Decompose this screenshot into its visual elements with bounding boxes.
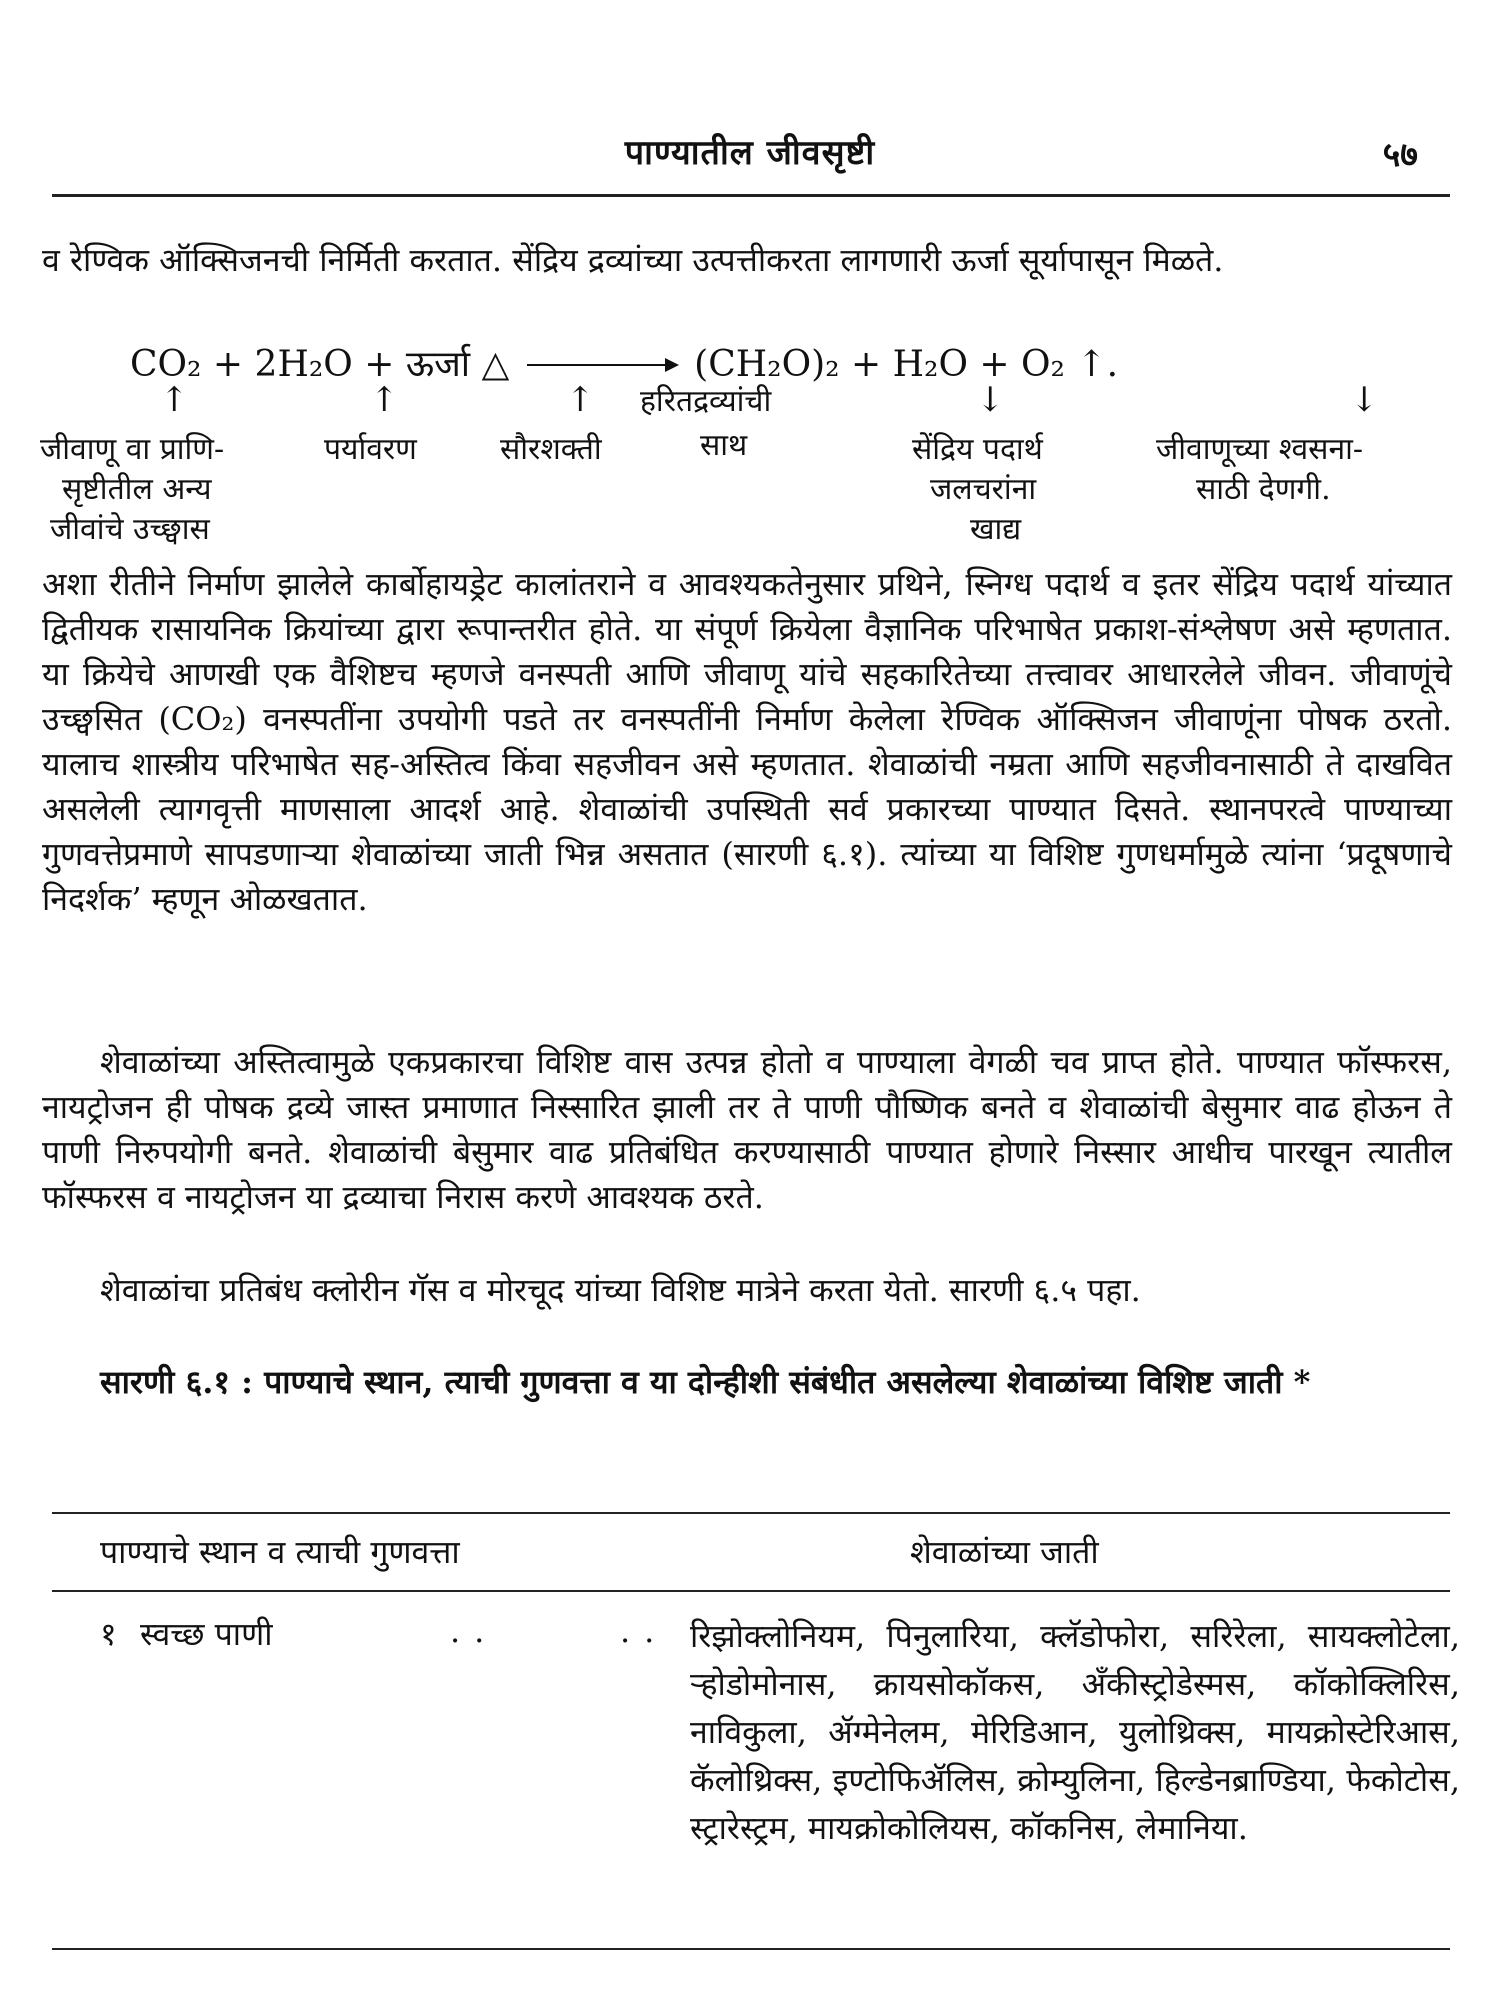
caption-co2-line3: जीवांचे उच्छ्वास: [50, 512, 210, 547]
table-row-place: स्वच्छ पाणी: [140, 1615, 273, 1653]
table-row-species: रिझोक्लोनियम, पिनुलारिया, क्लॅडोफोरा, सरिरेला, सायक्लोटेला, ऱ्होडोमोनास, क्रायसोकॉकस, अँकीस्ट्रोडेस्मस, कॉकोक्लिरिस, नाविकुला, ॲग्मेनेलम, मेरिडिआन, युलोथ्रिक्स, मायक्रोस्टेरिआस, कॅलोथ्रिक्स, इण्टोफिॲलिस, क्रोम्युलिना, हिल्डेनब्राण्डिया, फेकोटोस, स्ट्रारेस्ट्रम, मायक्रोकोलियस, कॉकनिस, लेमानिया.: [690, 1617, 1460, 1847]
caption-ch2o-line2: जलचरांना: [930, 472, 1037, 507]
down-arrow-icon: ↓: [976, 380, 1005, 420]
paragraph-4: शेवाळांचा प्रतिबंध क्लोरीन गॅस व मोरचूद यांच्या विशिष्ट मात्रेने करता येतो. सारणी ६.५ पहा.: [100, 1271, 1141, 1309]
table-top-rule: [52, 1512, 1450, 1514]
table-row-leader-dots: ..: [620, 1612, 669, 1650]
paragraph-1: व रेण्विक ऑक्सिजनची निर्मिती करतात. सेंद्रिय द्रव्यांच्या उत्पत्तीकरता लागणारी ऊर्जा सूर्यापासून मिळते.: [42, 241, 1224, 279]
page-number: ५७: [1382, 135, 1418, 175]
catalyst-label-2: साथ: [700, 428, 748, 463]
table-caption: सारणी ६.१ : पाण्याचे स्थान, त्याची गुणवत्ता व या दोन्हीशी संबंधीत असलेल्या शेवाळांच्या विशिष्ट जाती *: [100, 1363, 1311, 1401]
equation-reactants: CO₂ + 2H₂O + ऊर्जा △: [130, 344, 510, 385]
photosynthesis-equation: [130, 338, 1460, 387]
caption-ch2o-line1: सेंद्रिय पदार्थ: [912, 432, 1043, 467]
caption-o2-line1: जीवाणूच्या श्वसना-: [1156, 432, 1364, 467]
up-arrow-icon: ↑: [160, 380, 189, 420]
caption-energy: सौरशक्ती: [500, 432, 602, 467]
running-head: पाण्यातील जीवसृष्टी: [624, 133, 876, 173]
table-header-place: पाण्याचे स्थान व त्याची गुणवत्ता: [100, 1533, 460, 1571]
caption-co2-line1: जीवाणू वा प्राणि-: [40, 432, 225, 467]
table-bottom-rule: [52, 1948, 1450, 1950]
table-row-number: १: [100, 1615, 117, 1653]
table-row-leader-dots: ..: [450, 1612, 499, 1650]
reaction-arrow-icon: [527, 364, 677, 366]
caption-ch2o-line3: खाद्य: [970, 512, 1022, 547]
paragraph-3: शेवाळांच्या अस्तित्वामुळे एकप्रकारचा विशिष्ट वास उत्पन्न होतो व पाण्याला वेगळी चव प्राप्त होते. पाण्यात फॉस्फरस, नायट्रोजन ही पोषक द्रव्ये जास्त प्रमाणात निस्सारित झाली तर ते पाणी पौष्णिक बनते व शेवाळांची बेसुमार वाढ होऊन ते पाणी निरुपयोगी बनते. शेवाळांची बेसुमार वाढ प्रतिबंधित करण्यासाठी पाण्यात होणारे निस्सार आधीच पारखून त्यातील फॉस्फरस व नायट्रोजन या द्रव्याचा निरास करणे आवश्यक ठरते.: [42, 1043, 1452, 1216]
catalyst-label: हरितद्रव्यांची: [640, 384, 772, 419]
header-rule: [52, 194, 1450, 197]
caption-o2-line2: साठी देणगी.: [1196, 472, 1331, 507]
caption-co2-line2: सृष्टीतील अन्य: [62, 472, 212, 507]
up-arrow-icon: ↑: [370, 380, 399, 420]
down-arrow-icon: ↓: [1350, 380, 1379, 420]
paragraph-2: अशा रीतीने निर्माण झालेले कार्बोहायड्रेट कालांतराने व आवश्यकतेनुसार प्रथिने, स्निग्ध पदार्थ व इतर सेंद्रिय पदार्थ यांच्यात द्वितीयक रासायनिक क्रियांच्या द्वारा रूपान्तरीत होते. या संपूर्ण क्रियेला वैज्ञानिक परिभाषेत प्रकाश-संश्लेषण असे म्हणतात. या क्रियेचे आणखी एक वैशिष्टच म्हणजे वनस्पती आणि जीवाणू यांचे सहकारितेच्या तत्त्वावर आधारलेले जीवन. जीवाणूंचे उच्छ्वसित (CO₂) वनस्पतींना उपयोगी पडते तर वनस्पतींनी निर्माण केलेला रेण्विक ऑक्सिजन जीवाणूंना पोषक ठरतो. यालाच शास्त्रीय परिभाषेत सह-अस्तित्व किंवा सहजीवन असे म्हणतात. शेवाळांची नम्रता आणि सहजीवनासाठी ते दाखवित असलेली त्यागवृत्ती माणसाला आदर्श आहे. शेवाळांची उपस्थिती सर्व प्रकारच्या पाण्यात दिसते. स्थानपरत्वे पाण्याच्या गुणवत्तेप्रमाणे सापडणाऱ्या शेवाळांच्या जाती भिन्न असतात (सारणी ६.१). त्यांच्या या विशिष्ट गुणधर्मामुळे त्यांना ‘प्रदूषणाचे निदर्शक’ म्हणून ओळखतात.: [42, 565, 1452, 918]
table-header-rule: [52, 1590, 1450, 1592]
up-arrow-icon: ↑: [566, 380, 595, 420]
equation-products: (CH₂O)₂ + H₂O + O₂ ↑.: [694, 344, 1119, 385]
table-header-species: शेवाळांच्या जाती: [910, 1533, 1099, 1571]
caption-h2o: पर्यावरण: [324, 432, 417, 467]
